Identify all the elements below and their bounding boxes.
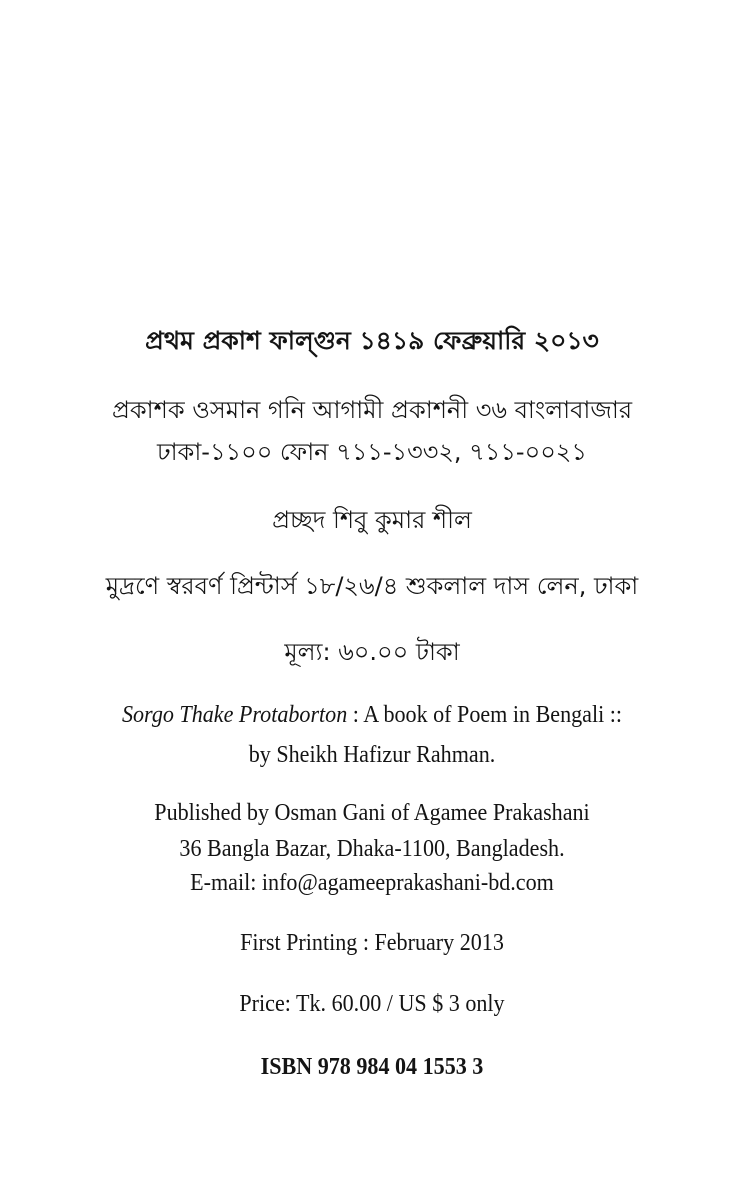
price-bengali: মূল্য: ৬০.০০ টাকা bbox=[284, 638, 460, 666]
cover-designer-bengali: প্রচ্ছদ শিবু কুমার শীল bbox=[272, 506, 472, 534]
price-line: Price: Tk. 60.00 / US $ 3 only bbox=[239, 991, 505, 1017]
first-edition-bengali: প্রথম প্রকাশ ফাল্গুন ১৪১৯ ফেব্রুয়ারি ২০১৩ bbox=[145, 326, 599, 355]
publisher-bengali-line2: ঢাকা-১১০০ ফোন ৭১১-১৩৩২, ৭১১-০০২১ bbox=[157, 438, 587, 466]
book-title-line bbox=[30, 703, 714, 727]
address-line: 36 Bangla Bazar, Dhaka-1100, Bangladesh. bbox=[179, 836, 565, 862]
email-line: E-mail: info@agameeprakashani-bd.com bbox=[190, 870, 554, 896]
published-by-line: Published by Osman Gani of Agamee Prakashani bbox=[154, 800, 590, 826]
printer-bengali: মুদ্রণে স্বরবর্ণ প্রিন্টার্স ১৮/২৬/৪ শুকলাল দাস লেন, ঢাকা bbox=[105, 572, 639, 600]
book-title-italic: Sorgo Thake Protaborton bbox=[121, 702, 348, 728]
isbn-line: ISBN 978 984 04 1553 3 bbox=[260, 1054, 484, 1080]
book-description: : A book of Poem in Bengali :: bbox=[347, 702, 623, 728]
publisher-bengali-line1: প্রকাশক ওসমান গনি আগামী প্রকাশনী ৩৬ বাংলাবাজার bbox=[111, 396, 633, 424]
author-line: by Sheikh Hafizur Rahman. bbox=[248, 742, 496, 768]
first-printing-line: First Printing : February 2013 bbox=[240, 930, 504, 956]
